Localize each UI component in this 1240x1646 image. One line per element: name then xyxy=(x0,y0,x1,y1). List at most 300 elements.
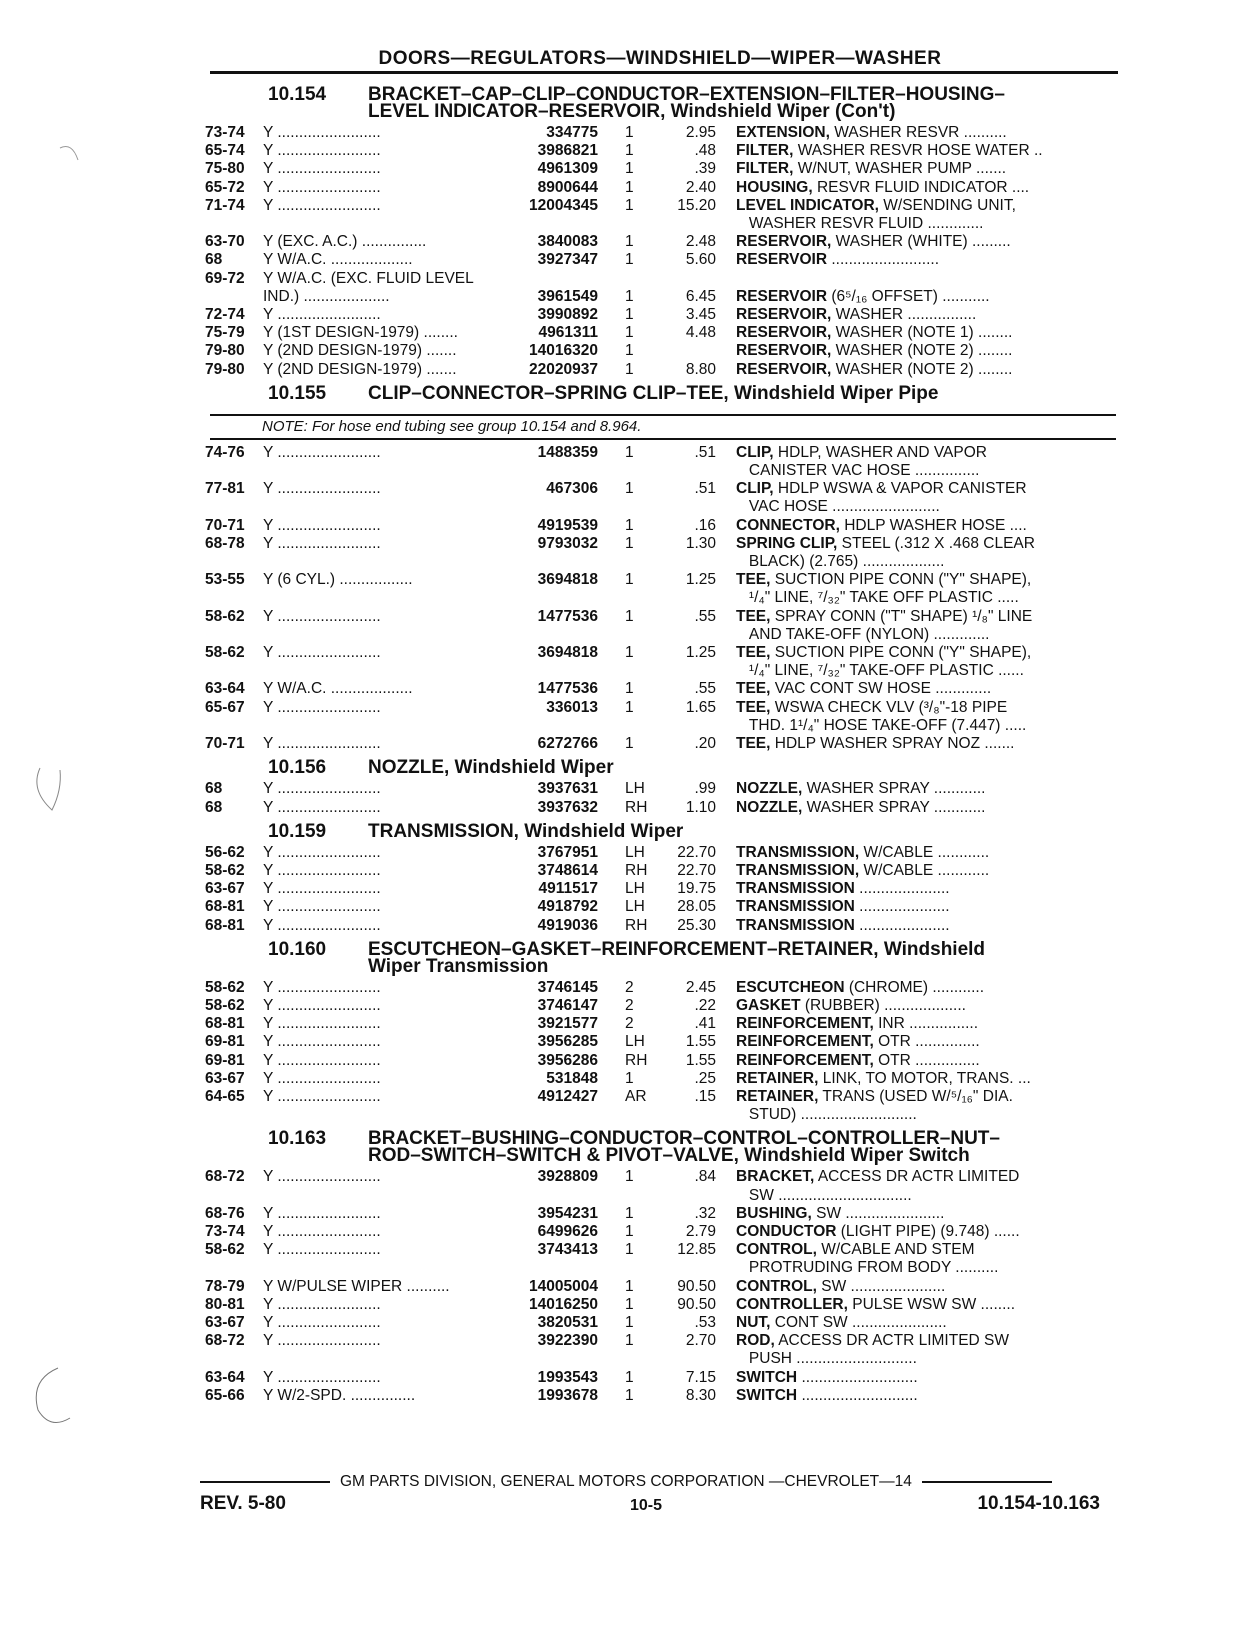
model-years: 69-72 xyxy=(205,269,245,287)
table-row xyxy=(200,1187,1120,1205)
model-years: 63-67 xyxy=(205,1313,245,1331)
model-years: 68-81 xyxy=(205,1015,245,1033)
model-series: Y (2ND DESIGN-1979) ....... xyxy=(263,360,457,378)
list-price: .20 xyxy=(694,735,716,753)
list-price: .55 xyxy=(694,680,716,698)
quantity: 1 xyxy=(625,196,634,214)
table-row xyxy=(200,233,1120,251)
part-number: 3990892 xyxy=(537,306,598,324)
group-title-line: ESCUTCHEON–GASKET–REINFORCEMENT–RETAINER, Windshield xyxy=(368,938,986,960)
table-row xyxy=(200,306,1120,324)
model-years: 71-74 xyxy=(205,196,245,214)
table-row xyxy=(200,898,1120,916)
part-number: 3743413 xyxy=(537,1241,598,1259)
footer-rule-right xyxy=(922,1481,1052,1483)
part-description: CONTROL, SW ...................... xyxy=(736,1277,946,1295)
quantity: 1 xyxy=(625,1313,634,1331)
group-number: 10.156 xyxy=(268,757,327,779)
part-number: 334775 xyxy=(546,124,598,141)
list-price: .99 xyxy=(694,780,716,798)
part-description: NOZZLE, WASHER SPRAY ............ xyxy=(736,798,986,816)
table-row xyxy=(200,142,1120,160)
part-number: 3922390 xyxy=(537,1332,598,1350)
model-years: 58-62 xyxy=(205,978,245,996)
part-description: ROD, ACCESS DR ACTR LIMITED SW xyxy=(736,1332,1010,1350)
model-series: Y (2ND DESIGN-1979) ....... xyxy=(263,342,457,360)
quantity: 1 xyxy=(625,1295,634,1313)
part-description: CONDUCTOR (LIGHT PIPE) (9.748) ...... xyxy=(736,1222,1020,1240)
list-price: .51 xyxy=(694,443,716,461)
part-description: AND TAKE-OFF (NYLON) ............. xyxy=(736,625,990,643)
part-description: CLIP, HDLP WSWA & VAPOR CANISTER xyxy=(736,480,1027,498)
model-series: Y ........................ xyxy=(263,1033,381,1051)
model-series: Y ........................ xyxy=(263,516,381,534)
table-row xyxy=(200,361,1120,379)
model-years: 80-81 xyxy=(205,1295,245,1313)
table-row xyxy=(200,535,1120,553)
model-series: Y ........................ xyxy=(263,142,381,160)
table-row xyxy=(200,288,1120,306)
part-number: 531848 xyxy=(546,1069,598,1087)
table-row xyxy=(200,626,1120,644)
quantity: 1 xyxy=(625,1332,634,1350)
part-description: TRANSMISSION ..................... xyxy=(736,880,950,898)
list-price: .16 xyxy=(694,516,716,534)
table-row xyxy=(200,1387,1120,1405)
part-description: CONNECTOR, HDLP WASHER HOSE .... xyxy=(736,516,1027,534)
group-title-line: BRACKET–BUSHING–CONDUCTOR–CONTROL–CONTROLLER–NUT– xyxy=(368,1128,1000,1150)
quantity: 2 xyxy=(625,978,634,996)
part-description: CONTROLLER, PULSE WSW SW ........ xyxy=(736,1295,1016,1313)
model-series: Y W/A.C. ................... xyxy=(263,251,413,269)
quantity: RH xyxy=(625,916,648,934)
model-years: 68-81 xyxy=(205,916,245,934)
part-number: 3927347 xyxy=(537,251,598,269)
group-heading xyxy=(200,820,1120,842)
quantity: 2 xyxy=(625,1015,634,1033)
quantity: RH xyxy=(625,798,648,816)
group-title xyxy=(368,86,1120,120)
model-years: 68-76 xyxy=(205,1204,245,1222)
model-series: Y ........................ xyxy=(263,843,381,861)
table-row xyxy=(200,735,1120,753)
quantity: 1 xyxy=(625,1241,634,1259)
part-number: 4919036 xyxy=(537,916,598,934)
part-description: ESCUTCHEON (CHROME) ............ xyxy=(736,978,985,996)
list-price: 6.45 xyxy=(685,287,716,305)
model-series: Y ........................ xyxy=(263,1015,381,1033)
part-number: 4918792 xyxy=(537,898,598,916)
part-description: ¹/₄" LINE, ⁷/₃₂" TAKE-OFF PLASTIC ...... xyxy=(736,662,1024,680)
table-row xyxy=(200,589,1120,607)
part-description: RESERVOIR, WASHER (NOTE 2) ........ xyxy=(736,360,1013,378)
part-description: REINFORCEMENT, OTR ............... xyxy=(736,1051,980,1069)
model-series: Y ........................ xyxy=(263,1087,381,1105)
part-description: RESERVOIR, WASHER (WHITE) ......... xyxy=(736,233,1011,251)
part-number: 3746147 xyxy=(537,996,598,1014)
page-header-title: DOORS—REGULATORS—WINDSHIELD—WIPER—WASHER xyxy=(378,48,942,69)
group-number: 10.155 xyxy=(268,382,327,404)
table-row xyxy=(200,1332,1120,1350)
part-description: NUT, CONT SW ...................... xyxy=(736,1313,947,1331)
model-years: 69-81 xyxy=(205,1033,245,1051)
part-description: TEE, VAC CONT SW HOSE ............. xyxy=(736,680,992,698)
table-row xyxy=(200,644,1120,662)
part-description: TEE, SUCTION PIPE CONN ("Y" SHAPE), xyxy=(736,571,1032,589)
table-row xyxy=(200,517,1120,535)
group-title xyxy=(368,757,1120,779)
part-description: ¹/₄" LINE, ⁷/₃₂" TAKE OFF PLASTIC ..... xyxy=(736,589,1019,607)
model-series: Y ........................ xyxy=(263,644,381,662)
model-series: Y ........................ xyxy=(263,1168,381,1186)
list-price: 1.65 xyxy=(685,698,716,716)
model-years: 68-81 xyxy=(205,898,245,916)
list-price: .41 xyxy=(694,1015,716,1033)
quantity: 2 xyxy=(625,996,634,1014)
part-description: RESERVOIR, WASHER (NOTE 1) ........ xyxy=(736,324,1013,342)
part-number: 336013 xyxy=(546,698,598,716)
quantity: LH xyxy=(625,780,645,798)
model-years: 63-70 xyxy=(205,233,245,251)
part-number: 9793032 xyxy=(537,534,598,552)
model-series: Y ........................ xyxy=(263,1313,381,1331)
model-years: 79-80 xyxy=(205,342,245,360)
list-price: 15.20 xyxy=(677,196,716,214)
part-description: TRANSMISSION, W/CABLE ............ xyxy=(736,843,990,861)
quantity: 1 xyxy=(625,324,634,342)
part-description: SWITCH ........................... xyxy=(736,1386,918,1404)
revision-label: REV. 5-80 xyxy=(200,1493,286,1514)
quantity: 1 xyxy=(625,1222,634,1240)
quantity: 1 xyxy=(625,735,634,753)
quantity: LH xyxy=(625,898,645,916)
list-price: 22.70 xyxy=(677,843,716,861)
quantity: RH xyxy=(625,1051,648,1069)
model-series: Y (1ST DESIGN-1979) ........ xyxy=(263,324,458,342)
part-description: HOUSING, RESVR FLUID INDICATOR .... xyxy=(736,178,1030,196)
part-description: TEE, SPRAY CONN ("T" SHAPE) ¹/₈" LINE xyxy=(736,607,1033,625)
model-years: 68 xyxy=(205,798,223,816)
model-series: Y ........................ xyxy=(263,916,381,934)
note-rule-bottom xyxy=(210,438,1116,440)
footer-rule-left xyxy=(200,1481,330,1483)
table-row xyxy=(200,270,1120,288)
part-description: EXTENSION, WASHER RESVR .......... xyxy=(736,124,1007,141)
part-number: 3956285 xyxy=(537,1033,598,1051)
quantity: 1 xyxy=(625,1368,634,1386)
part-description: RETAINER, TRANS (USED W/⁵/₁₆" DIA. xyxy=(736,1087,1013,1105)
model-series: Y ........................ xyxy=(263,306,381,324)
part-description: STUD) ........................... xyxy=(736,1106,917,1124)
model-years: 58-62 xyxy=(205,996,245,1014)
table-row xyxy=(200,799,1120,817)
group-heading xyxy=(200,757,1120,779)
model-series: IND.) .................... xyxy=(263,287,390,305)
list-price: 12.85 xyxy=(677,1241,716,1259)
model-years: 70-71 xyxy=(205,735,245,753)
list-price: 2.79 xyxy=(685,1222,716,1240)
model-series: Y ........................ xyxy=(263,780,381,798)
part-description: CLIP, HDLP, WASHER AND VAPOR xyxy=(736,443,987,461)
part-description: REINFORCEMENT, INR ................ xyxy=(736,1015,979,1033)
group-heading xyxy=(200,1128,1120,1167)
part-number: 3694818 xyxy=(537,571,598,589)
model-series: Y ........................ xyxy=(263,978,381,996)
quantity: 1 xyxy=(625,160,634,178)
part-number: 3937631 xyxy=(537,780,598,798)
group-heading xyxy=(200,938,1120,977)
model-series: Y ........................ xyxy=(263,898,381,916)
part-number: 3746145 xyxy=(537,978,598,996)
group-title-line: Wiper Transmission xyxy=(368,955,549,977)
table-row xyxy=(200,862,1120,880)
model-years: 63-64 xyxy=(205,1368,245,1386)
list-price: 90.50 xyxy=(677,1295,716,1313)
part-number: 14016250 xyxy=(529,1295,598,1313)
list-price: 2.95 xyxy=(685,124,716,141)
part-description: FILTER, WASHER RESVR HOSE WATER .. xyxy=(736,142,1043,160)
part-description: BRACKET, ACCESS DR ACTR LIMITED xyxy=(736,1168,1020,1186)
group-title-line: CLIP–CONNECTOR–SPRING CLIP–TEE, Windshield Wiper Pipe xyxy=(368,382,939,404)
model-years: 68 xyxy=(205,780,223,798)
part-number: 3767951 xyxy=(537,843,598,861)
group-title xyxy=(368,820,1120,842)
model-series: Y W/PULSE WIPER .......... xyxy=(263,1277,450,1295)
table-row xyxy=(200,197,1120,215)
table-row xyxy=(200,917,1120,935)
list-price: .55 xyxy=(694,607,716,625)
table-row xyxy=(200,1223,1120,1241)
model-series: Y ........................ xyxy=(263,1051,381,1069)
table-row xyxy=(200,179,1120,197)
list-price: 8.30 xyxy=(685,1386,716,1404)
part-number: 8900644 xyxy=(537,178,598,196)
quantity: 1 xyxy=(625,516,634,534)
part-description: BLACK) (2.765) ................... xyxy=(736,553,945,571)
group-heading xyxy=(200,382,1120,404)
quantity: 1 xyxy=(625,306,634,324)
model-years: 75-80 xyxy=(205,160,245,178)
part-number: 3954231 xyxy=(537,1204,598,1222)
group-number: 10.154 xyxy=(268,84,327,105)
quantity: 1 xyxy=(625,534,634,552)
list-price: 1.30 xyxy=(685,534,716,552)
part-number: 1993543 xyxy=(537,1368,598,1386)
quantity: 1 xyxy=(625,1277,634,1295)
list-price: .15 xyxy=(694,1087,716,1105)
list-price: 1.25 xyxy=(685,644,716,662)
quantity: 1 xyxy=(625,142,634,160)
table-row xyxy=(200,979,1120,997)
group-range: 10.154-10.163 xyxy=(977,1493,1100,1514)
table-row xyxy=(200,1350,1120,1368)
table-row xyxy=(200,160,1120,178)
table-row xyxy=(200,1088,1120,1106)
model-years: 53-55 xyxy=(205,571,245,589)
part-number: 1477536 xyxy=(537,607,598,625)
model-years: 58-62 xyxy=(205,644,245,662)
model-years: 79-80 xyxy=(205,360,245,378)
model-years: 58-62 xyxy=(205,1241,245,1259)
group-note: NOTE: For hose end tubing see group 10.154 and 8.964. xyxy=(262,417,642,435)
part-number: 14016320 xyxy=(529,342,598,360)
part-description: TEE, HDLP WASHER SPRAY NOZ ....... xyxy=(736,735,1015,753)
part-description: RETAINER, LINK, TO MOTOR, TRANS. ... xyxy=(736,1069,1031,1087)
part-description: RESERVOIR (6⁵/₁₆ OFFSET) ........... xyxy=(736,287,990,305)
list-price: 7.15 xyxy=(685,1368,716,1386)
model-series: Y ........................ xyxy=(263,160,381,178)
list-price: .84 xyxy=(694,1168,716,1186)
part-description: THD. 1¹/₄" HOSE TAKE-OFF (7.447) ..... xyxy=(736,716,1027,734)
quantity: 1 xyxy=(625,251,634,269)
model-series: Y W/2-SPD. ............... xyxy=(263,1386,416,1404)
table-row xyxy=(200,1259,1120,1277)
footer-line xyxy=(200,1473,1120,1491)
model-years: 65-66 xyxy=(205,1386,245,1404)
list-price: 1.55 xyxy=(685,1051,716,1069)
model-series: Y ........................ xyxy=(263,798,381,816)
model-series: Y ........................ xyxy=(263,534,381,552)
part-number: 6499626 xyxy=(537,1222,598,1240)
quantity: LH xyxy=(625,880,645,898)
model-years: 69-81 xyxy=(205,1051,245,1069)
quantity: 1 xyxy=(625,178,634,196)
model-series: Y W/A.C. (EXC. FLUID LEVEL xyxy=(263,269,474,287)
part-number: 467306 xyxy=(546,480,598,498)
quantity: 1 xyxy=(625,1069,634,1087)
model-series: Y ........................ xyxy=(263,480,381,498)
part-number: 3928809 xyxy=(537,1168,598,1186)
model-years: 68-72 xyxy=(205,1332,245,1350)
model-years: 65-72 xyxy=(205,178,245,196)
list-price: 4.48 xyxy=(685,324,716,342)
table-row xyxy=(200,215,1120,233)
model-years: 58-62 xyxy=(205,861,245,879)
table-row xyxy=(200,1278,1120,1296)
model-series: Y ........................ xyxy=(263,196,381,214)
table-row xyxy=(200,699,1120,717)
part-description: CANISTER VAC HOSE ............... xyxy=(736,462,980,480)
group-number: 10.160 xyxy=(268,938,327,960)
model-years: 65-74 xyxy=(205,142,245,160)
part-number: 6272766 xyxy=(537,735,598,753)
part-description: TEE, WSWA CHECK VLV (³/₈"-18 PIPE xyxy=(736,698,1008,716)
table-row xyxy=(200,1070,1120,1088)
model-series: Y ........................ xyxy=(263,443,381,461)
part-description: GASKET (RUBBER) ................... xyxy=(736,996,966,1014)
part-number: 3937632 xyxy=(537,798,598,816)
part-number: 3956286 xyxy=(537,1051,598,1069)
model-series: Y ........................ xyxy=(263,1222,381,1240)
quantity: 1 xyxy=(625,124,634,141)
model-series: Y ........................ xyxy=(263,1295,381,1313)
part-description: RESERVOIR, WASHER (NOTE 2) ........ xyxy=(736,342,1013,360)
part-number: 3820531 xyxy=(537,1313,598,1331)
page-number: 10-5 xyxy=(630,1497,663,1514)
table-row xyxy=(200,324,1120,342)
table-row xyxy=(200,1314,1120,1332)
model-series: Y ........................ xyxy=(263,861,381,879)
quantity: 1 xyxy=(625,1386,634,1404)
list-price: 22.70 xyxy=(677,861,716,879)
part-description: RESERVOIR ......................... xyxy=(736,251,939,269)
list-price: 19.75 xyxy=(677,880,716,898)
part-number: 1477536 xyxy=(537,680,598,698)
table-row xyxy=(200,498,1120,516)
footer-bottom xyxy=(200,1493,1120,1517)
table-row xyxy=(200,1369,1120,1387)
model-series: Y ........................ xyxy=(263,1204,381,1222)
footer-publisher: GM PARTS DIVISION, GENERAL MOTORS CORPORATION —CHEVROLET—14 xyxy=(340,1473,912,1490)
quantity: 1 xyxy=(625,443,634,461)
table-row xyxy=(200,124,1120,142)
model-years: 56-62 xyxy=(205,843,245,861)
table-row xyxy=(200,997,1120,1015)
part-number: 3961549 xyxy=(537,287,598,305)
part-number: 4919539 xyxy=(537,516,598,534)
list-price: 5.60 xyxy=(685,251,716,269)
model-years: 68 xyxy=(205,251,223,269)
quantity: 1 xyxy=(625,1168,634,1186)
part-description: PUSH ............................ xyxy=(736,1350,917,1368)
table-row xyxy=(200,844,1120,862)
list-price: .51 xyxy=(694,480,716,498)
table-row xyxy=(200,480,1120,498)
list-price: 3.45 xyxy=(685,306,716,324)
part-number: 12004345 xyxy=(529,196,598,214)
parts-listing xyxy=(200,80,1120,1405)
table-row xyxy=(200,1205,1120,1223)
model-years: 63-64 xyxy=(205,680,245,698)
list-price: 2.70 xyxy=(685,1332,716,1350)
model-years: 63-67 xyxy=(205,880,245,898)
part-description: SW ............................... xyxy=(736,1186,912,1204)
group-title-line: TRANSMISSION, Windshield Wiper xyxy=(368,820,684,842)
table-row xyxy=(200,1015,1120,1033)
list-price: 8.80 xyxy=(685,360,716,378)
quantity: 1 xyxy=(625,644,634,662)
model-years: 75-79 xyxy=(205,324,245,342)
model-series: Y ........................ xyxy=(263,1241,381,1259)
model-series: Y ........................ xyxy=(263,996,381,1014)
part-description: TRANSMISSION ..................... xyxy=(736,916,950,934)
model-series: Y ........................ xyxy=(263,1332,381,1350)
list-price: 1.25 xyxy=(685,571,716,589)
part-description: PROTRUDING FROM BODY .......... xyxy=(736,1259,999,1277)
part-number: 4961311 xyxy=(538,324,598,342)
table-row xyxy=(200,662,1120,680)
list-price: 2.48 xyxy=(685,233,716,251)
table-row xyxy=(200,571,1120,589)
quantity: 1 xyxy=(625,480,634,498)
model-series: Y W/A.C. ................... xyxy=(263,680,413,698)
quantity: 1 xyxy=(625,571,634,589)
table-row xyxy=(200,1168,1120,1186)
model-years: 68-72 xyxy=(205,1168,245,1186)
part-number: 4911517 xyxy=(538,880,598,898)
part-number: 1993678 xyxy=(537,1386,598,1404)
group-title xyxy=(368,938,1120,977)
model-series: Y (6 CYL.) ................. xyxy=(263,571,413,589)
table-row xyxy=(200,780,1120,798)
model-series: Y ........................ xyxy=(263,1368,381,1386)
model-years: 74-76 xyxy=(205,443,245,461)
quantity: LH xyxy=(625,843,645,861)
table-row xyxy=(200,1052,1120,1070)
header-rule xyxy=(210,71,1118,74)
model-years: 70-71 xyxy=(205,516,245,534)
model-series: Y ........................ xyxy=(263,735,381,753)
